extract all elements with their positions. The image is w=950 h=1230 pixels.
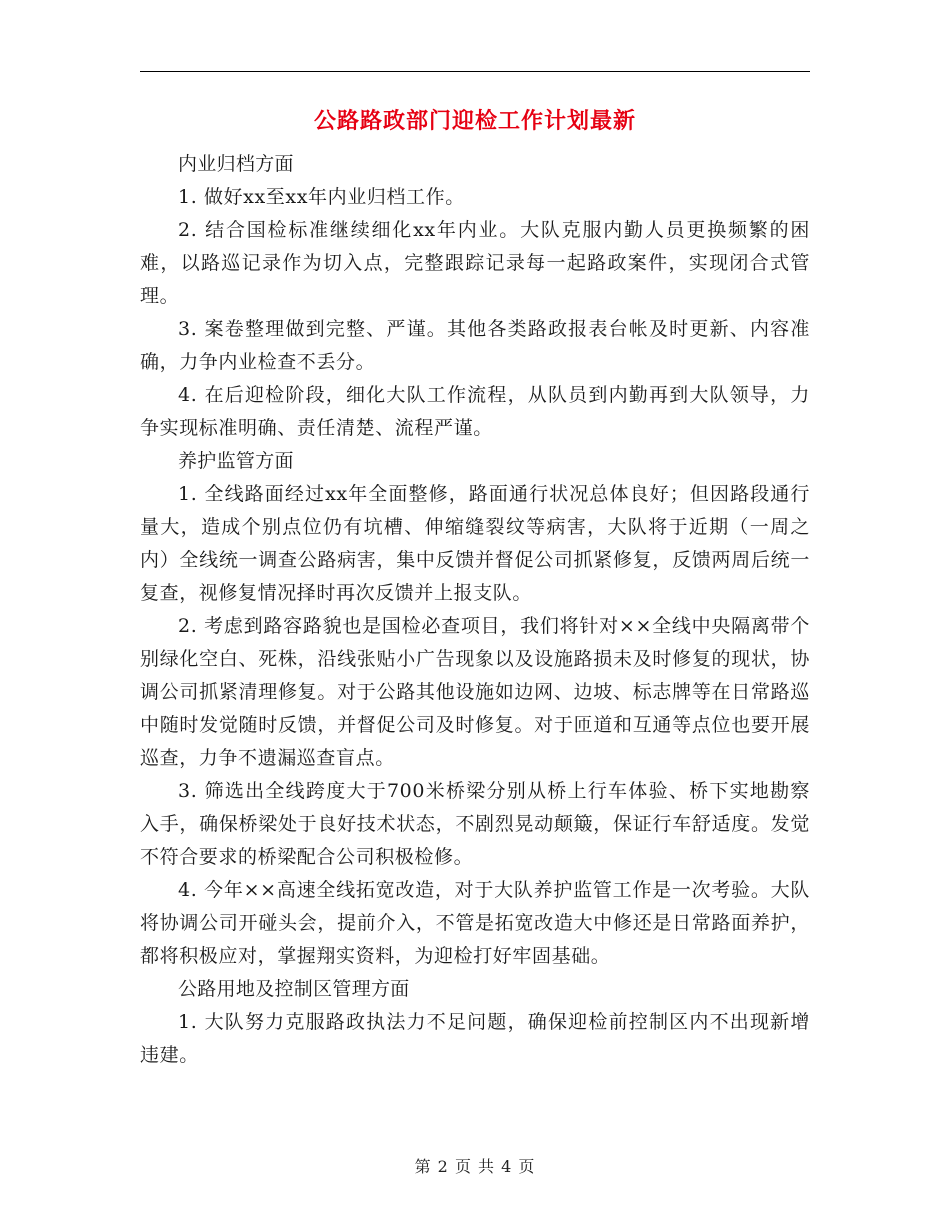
paragraph: 1. 大队努力克服路政执法力不足问题，确保迎检前控制区内不出现新增违建。 <box>140 1011 810 1066</box>
paragraph: 3. 筛选出全线跨度大于700米桥梁分别从桥上行车体验、桥下实地勘察入手，确保桥梁处于良好技术状态，不剧烈晃动颠簸，保证行车舒适度。发觉不符合要求的桥梁配合公司积极检修。 <box>140 780 810 868</box>
paragraph: 4. 在后迎检阶段，细化大队工作流程，从队员到内勤再到大队领导，力争实现标准明确、责任清楚、流程严谨。 <box>140 384 810 439</box>
document-body <box>140 148 810 1072</box>
paragraph: 2. 结合国检标准继续细化xx年内业。大队克服内勤人员更换频繁的困难，以路巡记录作为切入点，完整跟踪记录每一起路政案件，实现闭合式管理。 <box>140 219 810 307</box>
paragraph: 3. 案卷整理做到完整、严谨。其他各类路政报表台帐及时更新、内容准确，力争内业检查不丢分。 <box>140 318 810 373</box>
page-number-footer: 第 2 页 共 4 页 <box>414 1157 536 1176</box>
section-heading-land-control: 公路用地及控制区管理方面 <box>178 978 410 1000</box>
paragraph: 1. 全线路面经过xx年全面整修，路面通行状况总体良好；但因路段通行量大，造成个别点位仍有坑槽、伸缩缝裂纹等病害，大队将于近期（一周之内）全线统一调查公路病害，集中反馈并督促公司抓紧修复，反馈两周后统一复查，视修复情况择时再次反馈并上报支队。 <box>140 483 810 604</box>
paragraph: 2. 考虑到路容路貌也是国检必查项目，我们将针对××全线中央隔离带个别绿化空白、死株，沿线张贴小广告现象以及设施路损未及时修复的现状，协调公司抓紧清理修复。对于公路其他设施如边网、边坡、标志牌等在日常路巡中随时发觉随时反馈，并督促公司及时修复。对于匝道和互通等点位也要开展巡查，力争不遗漏巡查盲点。 <box>140 615 810 769</box>
paragraph: 1. 做好xx至xx年内业归档工作。 <box>178 186 465 208</box>
paragraph: 4. 今年××高速全线拓宽改造，对于大队养护监管工作是一次考验。大队将协调公司开碰头会，提前介入，不管是拓宽改造大中修还是日常路面养护，都将积极应对，掌握翔实资料，为迎检打好牢固基础。 <box>140 879 810 967</box>
document-title: 公路路政部门迎检工作计划最新 <box>313 108 636 134</box>
section-heading-archive: 内业归档方面 <box>178 153 294 175</box>
section-heading-maintenance: 养护监管方面 <box>178 450 294 472</box>
header-rule <box>140 71 810 72</box>
